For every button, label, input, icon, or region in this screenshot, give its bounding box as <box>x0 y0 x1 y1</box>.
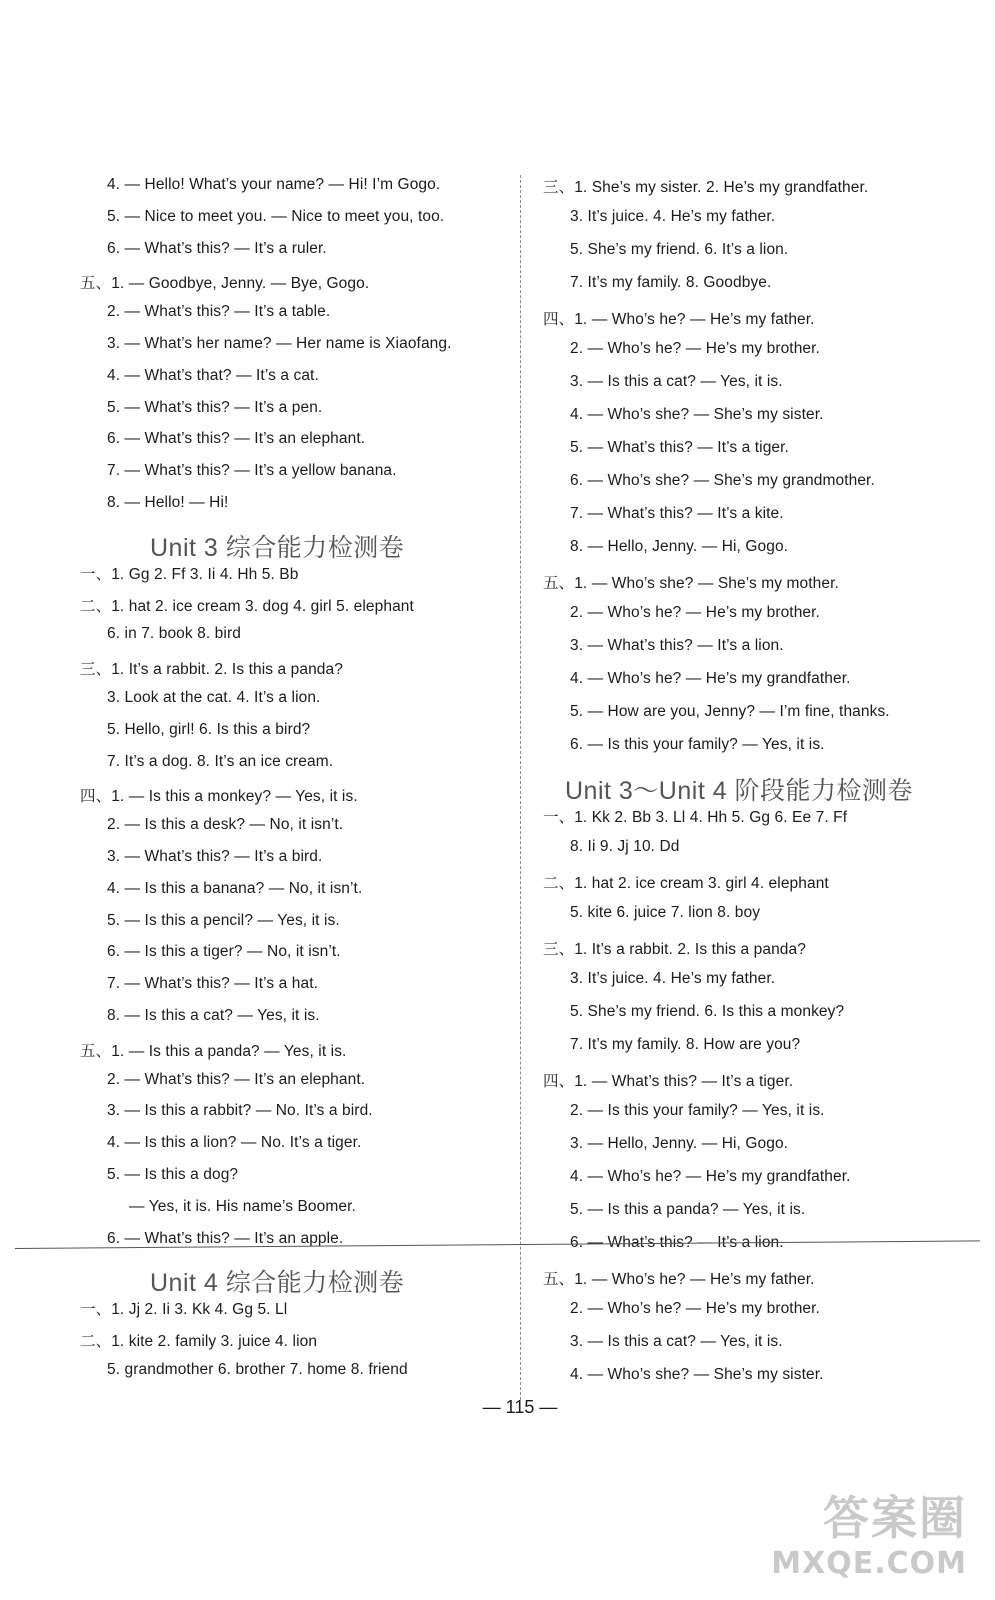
answer-line: 8. — Hello, Jenny. — Hi, Gogo. <box>570 538 789 555</box>
answer-line: 三、1. It’s a rabbit. 2. Is this a panda? <box>80 661 343 679</box>
answer-line: 5. Hello, girl! 6. Is this a bird? <box>107 720 311 738</box>
answer-line: 3. — What’s her name? — Her name is Xiaofang. <box>107 335 452 352</box>
page-number: — 115 — <box>482 1397 558 1417</box>
answer-line: 6. — Who’s she? — She’s my grandmother. <box>570 472 875 489</box>
answer-line: 5. — Nice to meet you. — Nice to meet you, too. <box>107 207 445 225</box>
answer-line: 2. — Who’s he? — He’s my brother. <box>570 340 820 357</box>
answer-line: 4. — Is this a lion? — No. It’s a tiger. <box>107 1134 362 1152</box>
answer-line: 2. — Is this a desk? — No, it isn’t. <box>107 816 344 834</box>
answer-line: 7. It’s my family. 8. How are you? <box>570 1036 801 1053</box>
answer-line: 5. She’s my friend. 6. It’s a lion. <box>570 241 789 258</box>
answer-line: 一、1. Jj 2. Ii 3. Kk 4. Gg 5. Ll <box>80 1301 288 1319</box>
answer-line: 5. kite 6. juice 7. lion 8. boy <box>570 904 761 921</box>
answer-line: 2. — What’s this? — It’s an elephant. <box>107 1070 366 1088</box>
answer-line: 5. — Is this a pencil? — Yes, it is. <box>107 911 340 929</box>
answer-line: 3. — Is this a rabbit? — No. It’s a bird. <box>107 1102 373 1120</box>
answer-line: 8. — Is this a cat? — Yes, it is. <box>107 1007 320 1024</box>
watermark-text: 答案圈 <box>823 1491 967 1545</box>
answer-line: 5. — What’s this? — It’s a pen. <box>107 398 323 416</box>
answer-line: 2. — Is this your family? — Yes, it is. <box>570 1102 825 1119</box>
answer-line: 三、1. She’s my sister. 2. He’s my grandfather. <box>543 179 869 196</box>
answer-line: 4. — Who’s he? — He’s my grandfather. <box>570 670 851 687</box>
answer-line: 4. — Who’s she? — She’s my sister. <box>570 1366 824 1383</box>
answer-line: 四、1. — Is this a monkey? — Yes, it is. <box>80 788 358 806</box>
answer-line: 一、1. Kk 2. Bb 3. Ll 4. Hh 5. Gg 6. Ee 7. Ff <box>543 809 848 826</box>
answer-line: 7. — What’s this? — It’s a yellow banana. <box>107 462 397 480</box>
watermark-url: MXQE.COM <box>771 1546 967 1581</box>
answer-line: 五、1. — Is this a panda? — Yes, it is. <box>80 1042 347 1060</box>
answer-line: 6. — Is this your family? — Yes, it is. <box>570 736 825 753</box>
answer-line: 3. It’s juice. 4. He’s my father. <box>570 208 776 225</box>
answer-line: 8. Ii 9. Jj 10. Dd <box>570 838 680 855</box>
answer-line: 5. — What’s this? — It’s a tiger. <box>570 439 789 456</box>
column-divider <box>520 175 521 1400</box>
answer-line: 三、1. It’s a rabbit. 2. Is this a panda? <box>543 941 806 958</box>
answer-line: 7. It’s my family. 8. Goodbye. <box>570 274 772 291</box>
answer-line: 3. — Hello, Jenny. — Hi, Gogo. <box>570 1135 789 1152</box>
watermark-logo <box>771 1480 975 1590</box>
answer-line: 五、1. — Goodbye, Jenny. — Bye, Gogo. <box>80 275 370 293</box>
answer-line: 6. — What’s this? — It’s a lion. <box>570 1234 784 1251</box>
answer-line: 6. — Is this a tiger? — No, it isn’t. <box>107 943 341 961</box>
answer-line: — Yes, it is. His name’s Boomer. <box>129 1197 356 1215</box>
answer-line: 5. grandmother 6. brother 7. home 8. friend <box>107 1361 408 1378</box>
answer-line: 3. — What’s this? — It’s a lion. <box>570 637 784 654</box>
answer-line: 五、1. — Who’s she? — She’s my mother. <box>543 575 839 592</box>
answer-line: 2. — Who’s he? — He’s my brother. <box>570 1300 820 1317</box>
answer-line: 4. — Is this a banana? — No, it isn’t. <box>107 879 363 897</box>
answer-line: 一、1. Gg 2. Ff 3. Ii 4. Hh 5. Bb <box>80 565 299 583</box>
answer-line: 3. — Is this a cat? — Yes, it is. <box>570 1333 783 1350</box>
answer-line: 5. She’s my friend. 6. Is this a monkey? <box>570 1003 845 1020</box>
section-heading: Unit 3～Unit 4 阶段能力检测卷 <box>565 777 914 805</box>
answer-line: 7. — What’s this? — It’s a hat. <box>107 975 319 993</box>
answer-line: 3. — Is this a cat? — Yes, it is. <box>570 373 783 390</box>
answer-line: 四、1. — What’s this? — It’s a tiger. <box>543 1073 794 1090</box>
answer-line: 二、1. hat 2. ice cream 3. dog 4. girl 5. elephant <box>80 597 414 615</box>
answer-line: 四、1. — Who’s he? — He’s my father. <box>543 311 815 328</box>
answer-line: 二、1. kite 2. family 3. juice 4. lion <box>80 1333 318 1351</box>
answer-line: 4. — Who’s he? — He’s my grandfather. <box>570 1168 851 1185</box>
answer-line: 3. It’s juice. 4. He’s my father. <box>570 970 776 987</box>
answer-line: 6. — What’s this? — It’s an elephant. <box>107 430 366 448</box>
section-heading: Unit 3 综合能力检测卷 <box>150 533 405 562</box>
answer-line: 二、1. hat 2. ice cream 3. girl 4. elephant <box>543 875 829 892</box>
answer-line: 2. — Who’s he? — He’s my brother. <box>570 604 820 621</box>
answer-line: 5. — Is this a panda? — Yes, it is. <box>570 1201 806 1218</box>
answer-line: 5. — Is this a dog? <box>107 1166 239 1183</box>
answer-line: 五、1. — Who’s he? — He’s my father. <box>543 1271 815 1288</box>
answer-line: 2. — What’s this? — It’s a table. <box>107 303 331 321</box>
answer-line: 6. — What’s this? — It’s an apple. <box>107 1229 344 1247</box>
answer-line: 7. It’s a dog. 8. It’s an ice cream. <box>107 752 334 770</box>
answer-line: 6. — What’s this? — It’s a ruler. <box>107 239 327 257</box>
section-heading: Unit 4 综合能力检测卷 <box>150 1269 405 1298</box>
answer-line: 7. — What’s this? — It’s a kite. <box>570 505 784 522</box>
answer-line: 4. — Hello! What’s your name? — Hi! I’m Gogo. <box>107 176 441 193</box>
answer-line: 8. — Hello! — Hi! <box>107 494 229 511</box>
answer-line: 3. Look at the cat. 4. It’s a lion. <box>107 689 321 706</box>
answer-line: 4. — Who’s she? — She’s my sister. <box>570 406 824 423</box>
answer-line: 5. — How are you, Jenny? — I’m fine, thanks. <box>570 703 890 720</box>
answer-line: 3. — What’s this? — It’s a bird. <box>107 848 323 865</box>
answer-line: 6. in 7. book 8. bird <box>107 625 241 643</box>
answer-line: 4. — What’s that? — It’s a cat. <box>107 366 319 384</box>
